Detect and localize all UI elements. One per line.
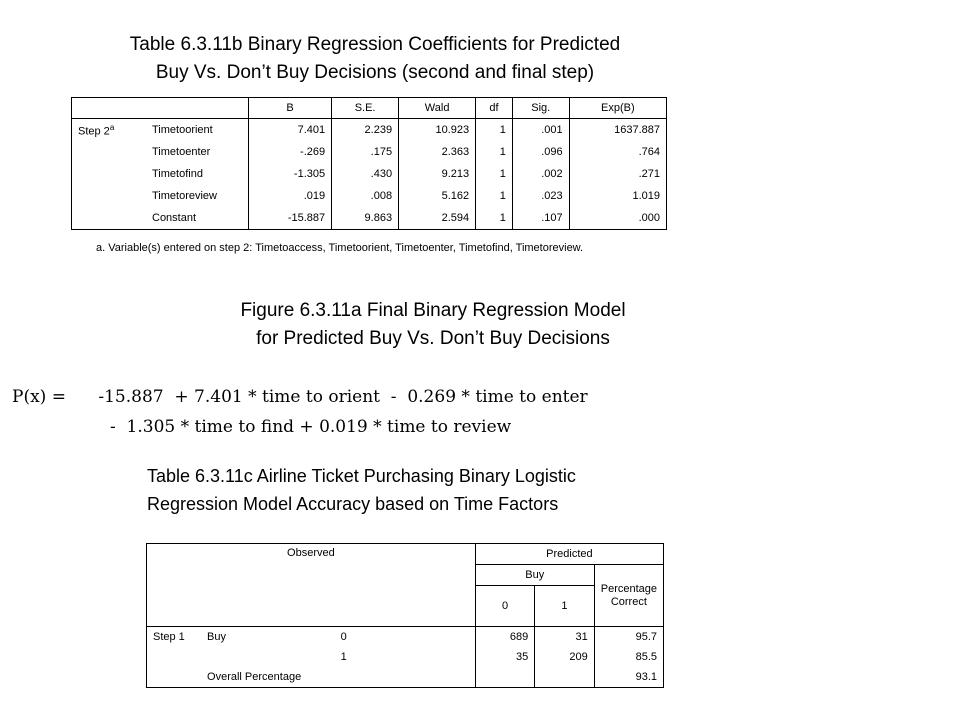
col-header-1: 1 [535,586,594,627]
header-expb: Exp(B) [569,98,666,119]
cell-expb: 1637.887 [569,119,666,142]
table-b-title-line1: Table 6.3.11b Binary Regression Coefficients for Predicted [129,34,621,55]
cell-sig: .107 [512,207,569,230]
percentage-header-line2: Correct [610,595,647,608]
cell-se: .008 [332,185,399,207]
cell-df: 1 [476,119,513,142]
header-sig: Sig. [512,98,569,119]
table-row [72,207,667,230]
cell-df: 1 [476,185,513,207]
cell-wald: 2.594 [399,207,476,230]
cell-se: .430 [332,163,399,185]
buy-header: Buy [475,565,594,586]
cell-se: 2.239 [332,119,399,142]
empty-cell [72,163,147,185]
empty-cell [147,647,202,667]
class-label: 1 [340,651,347,663]
cell-wald: 9.213 [399,163,476,185]
table-b-title-line2: Buy Vs. Don’t Buy Decisions (second and final step) [155,62,595,83]
buy-row-label: Buy [201,627,247,648]
table-row [72,163,667,185]
cell-se: .175 [332,141,399,163]
table-row [147,647,664,667]
empty-cell [147,667,202,688]
table-c-title [147,462,576,518]
overall-pct: 93.1 [594,667,663,688]
cell-sig: .023 [512,185,569,207]
figure-a-title-line1: Figure 6.3.11a Final Binary Regression Model [240,300,626,321]
table-row [147,667,664,688]
cell-b: -15.887 [287,212,326,224]
step-label-sup: a [109,122,115,132]
cell-df: 1 [476,141,513,163]
cell-pred0: 35 [475,647,534,667]
table-row [72,185,667,207]
cell-wald: 5.162 [399,185,476,207]
cell-expb: 1.019 [569,185,666,207]
cell-b: -1.305 [293,168,326,180]
header-wald: Wald [399,98,476,119]
step-label [72,119,147,142]
cell-sig: .096 [512,141,569,163]
figure-a-title-line2: for Predicted Buy Vs. Don’t Buy Decisions [256,328,610,349]
cell-b: -.269 [300,146,326,158]
cell-pct: 95.7 [594,627,663,648]
cell-df: 1 [476,163,513,185]
table-row [72,141,667,163]
overall-label: Overall Percentage [207,671,302,683]
class-label: 0 [247,627,475,648]
empty-cell [72,207,147,230]
figure-a-title [0,297,866,353]
header-empty-1 [72,98,147,119]
empty-cell [72,141,147,163]
row-name: Timetofind [146,163,249,185]
cell-expb: .271 [569,163,666,185]
row-name: Timetoreview [146,185,249,207]
equation-line1: P(x) = -15.887 + 7.401 * time to orient - 0.269 * time to enter [12,387,588,407]
empty-cell [535,667,594,688]
classification-header-row-1 [147,544,664,565]
cell-b: .019 [303,190,326,202]
cell-pred1: 209 [535,647,594,667]
cell-expb: .000 [569,207,666,230]
table-c-title-line1: Table 6.3.11c Airline Ticket Purchasing Binary Logistic [147,466,576,486]
cell-pred0: 689 [475,627,534,648]
cell-b: 7.401 [297,124,326,136]
header-df: df [476,98,513,119]
header-se: S.E. [332,98,399,119]
coefficients-table [71,97,667,230]
cell-df: 1 [476,207,513,230]
table-row [147,627,664,648]
step-label: Step 1 [147,627,202,648]
empty-cell [475,667,534,688]
cell-pct: 85.5 [594,647,663,667]
step-label-text: Step 2 [78,125,110,138]
table-b-title [0,31,750,87]
cell-wald: 2.363 [399,141,476,163]
cell-wald: 10.923 [399,119,476,142]
cell-expb: .764 [569,141,666,163]
cell-sig: .001 [512,119,569,142]
equation-line2: - 1.305 * time to find + 0.019 * time to review [110,417,512,437]
empty-cell [201,647,247,667]
col-header-0: 0 [475,586,534,627]
percentage-correct-header [594,565,663,627]
header-empty-2 [146,98,249,119]
table-row [72,119,667,142]
cell-pred1: 31 [535,627,594,648]
header-b: B [249,98,332,119]
row-name: Timetoorient [146,119,249,142]
coefficients-header-row [72,98,667,119]
row-name: Timetoenter [146,141,249,163]
observed-header: Observed [287,547,335,559]
cell-se: 9.863 [332,207,399,230]
percentage-header-line1: Percentage [600,582,657,595]
table-b-footnote: a. Variable(s) entered on step 2: Timetoaccess, Timetoorient, Timetoenter, Timetofind, Timetoreview. [96,242,584,254]
row-name: Constant [146,207,249,230]
empty-cell [72,185,147,207]
cell-sig: .002 [512,163,569,185]
table-c-title-line2: Regression Model Accuracy based on Time Factors [147,494,559,514]
classification-table [146,543,664,688]
predicted-header: Predicted [475,544,663,565]
